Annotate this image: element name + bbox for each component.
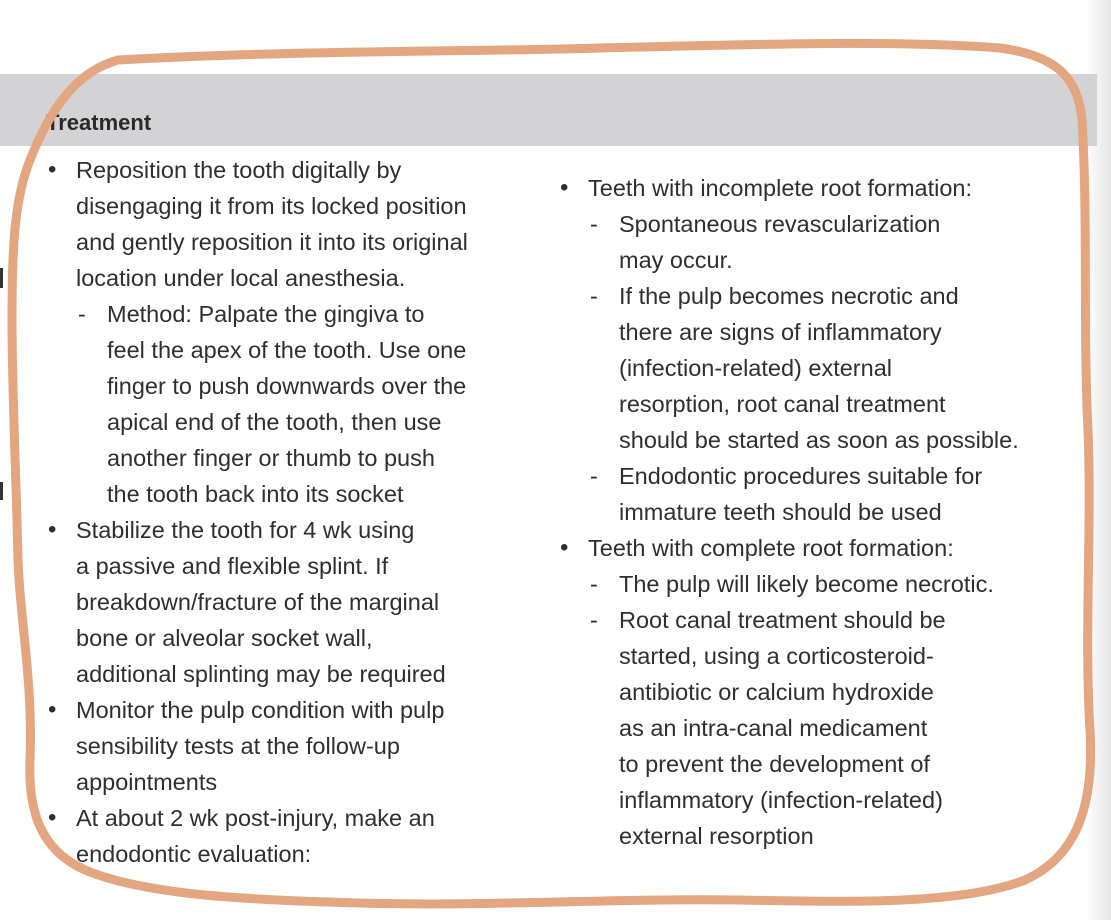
text-line: • Teeth with incomplete root formation: — [588, 175, 973, 201]
left-column-list — [48, 152, 518, 872]
left-edge-mark — [0, 268, 3, 288]
list-item — [48, 512, 518, 692]
sub-list-item — [588, 278, 1040, 458]
text-line: started, using a corticosteroid- — [619, 643, 934, 669]
text-line: feel the apex of the tooth. Use one — [107, 337, 467, 363]
text-line: - Endodontic procedures suitable for — [619, 463, 983, 489]
sub-list-item — [588, 206, 1040, 278]
list-item — [48, 800, 518, 872]
text-line: - Spontaneous revascularization — [619, 211, 941, 237]
sub-list-item — [588, 602, 1040, 854]
list-item — [560, 170, 1040, 530]
text-line: to prevent the development of — [619, 751, 930, 777]
section-header-band — [0, 74, 1097, 146]
text-line: location under local anesthesia. — [76, 265, 406, 291]
text-line: • Monitor the pulp condition with pulp — [76, 697, 445, 723]
text-line: (infection-related) external — [619, 355, 892, 381]
text-line: another finger or thumb to push — [107, 445, 435, 471]
text-line: may occur. — [619, 247, 733, 273]
text-line: • Teeth with complete root formation: — [588, 535, 954, 561]
section-title: Treatment — [46, 110, 152, 135]
text-line: inflammatory (infection-related) — [619, 787, 943, 813]
sub-list-item — [588, 566, 1040, 602]
text-line: there are signs of inflammatory — [619, 319, 942, 345]
text-line: a passive and flexible splint. If — [76, 553, 389, 579]
text-line: appointments — [76, 769, 218, 795]
list-item — [560, 530, 1040, 854]
text-line: - If the pulp becomes necrotic and — [619, 283, 959, 309]
text-line: immature teeth should be used — [619, 499, 942, 525]
text-line: • At about 2 wk post-injury, make an — [76, 805, 435, 831]
text-line: endodontic evaluation: — [76, 841, 312, 867]
text-line: bone or alveolar socket wall, — [76, 625, 373, 651]
text-line: and gently reposition it into its original — [76, 229, 468, 255]
text-line: - The pulp will likely become necrotic. — [619, 571, 994, 597]
sub-list — [588, 206, 1040, 530]
text-line: additional splinting may be required — [76, 661, 446, 687]
text-line: finger to push downwards over the — [107, 373, 467, 399]
sub-list — [76, 296, 518, 512]
text-line: • Stabilize the tooth for 4 wk using — [76, 517, 415, 543]
text-line: apical end of the tooth, then use — [107, 409, 442, 435]
list-item — [48, 692, 518, 800]
right-column-list — [560, 170, 1040, 854]
text-line: antibiotic or calcium hydroxide — [619, 679, 934, 705]
text-line: - Method: Palpate the gingiva to — [107, 301, 425, 327]
text-line: should be started as soon as possible. — [619, 427, 1019, 453]
left-edge-mark — [0, 482, 3, 500]
text-line: sensibility tests at the follow-up — [76, 733, 400, 759]
text-line: the tooth back into its socket — [107, 481, 404, 507]
text-line: as an intra-canal medicament — [619, 715, 928, 741]
text-line: resorption, root canal treatment — [619, 391, 946, 417]
text-line: external resorption — [619, 823, 814, 849]
sub-list — [588, 566, 1040, 854]
sub-list-item — [76, 296, 518, 512]
text-line: disengaging it from its locked position — [76, 193, 467, 219]
list-item — [48, 152, 518, 512]
text-line: - Root canal treatment should be — [619, 607, 946, 633]
text-line: • Reposition the tooth digitally by — [76, 157, 402, 183]
sub-list-item — [588, 458, 1040, 530]
text-line: breakdown/fracture of the marginal — [76, 589, 440, 615]
